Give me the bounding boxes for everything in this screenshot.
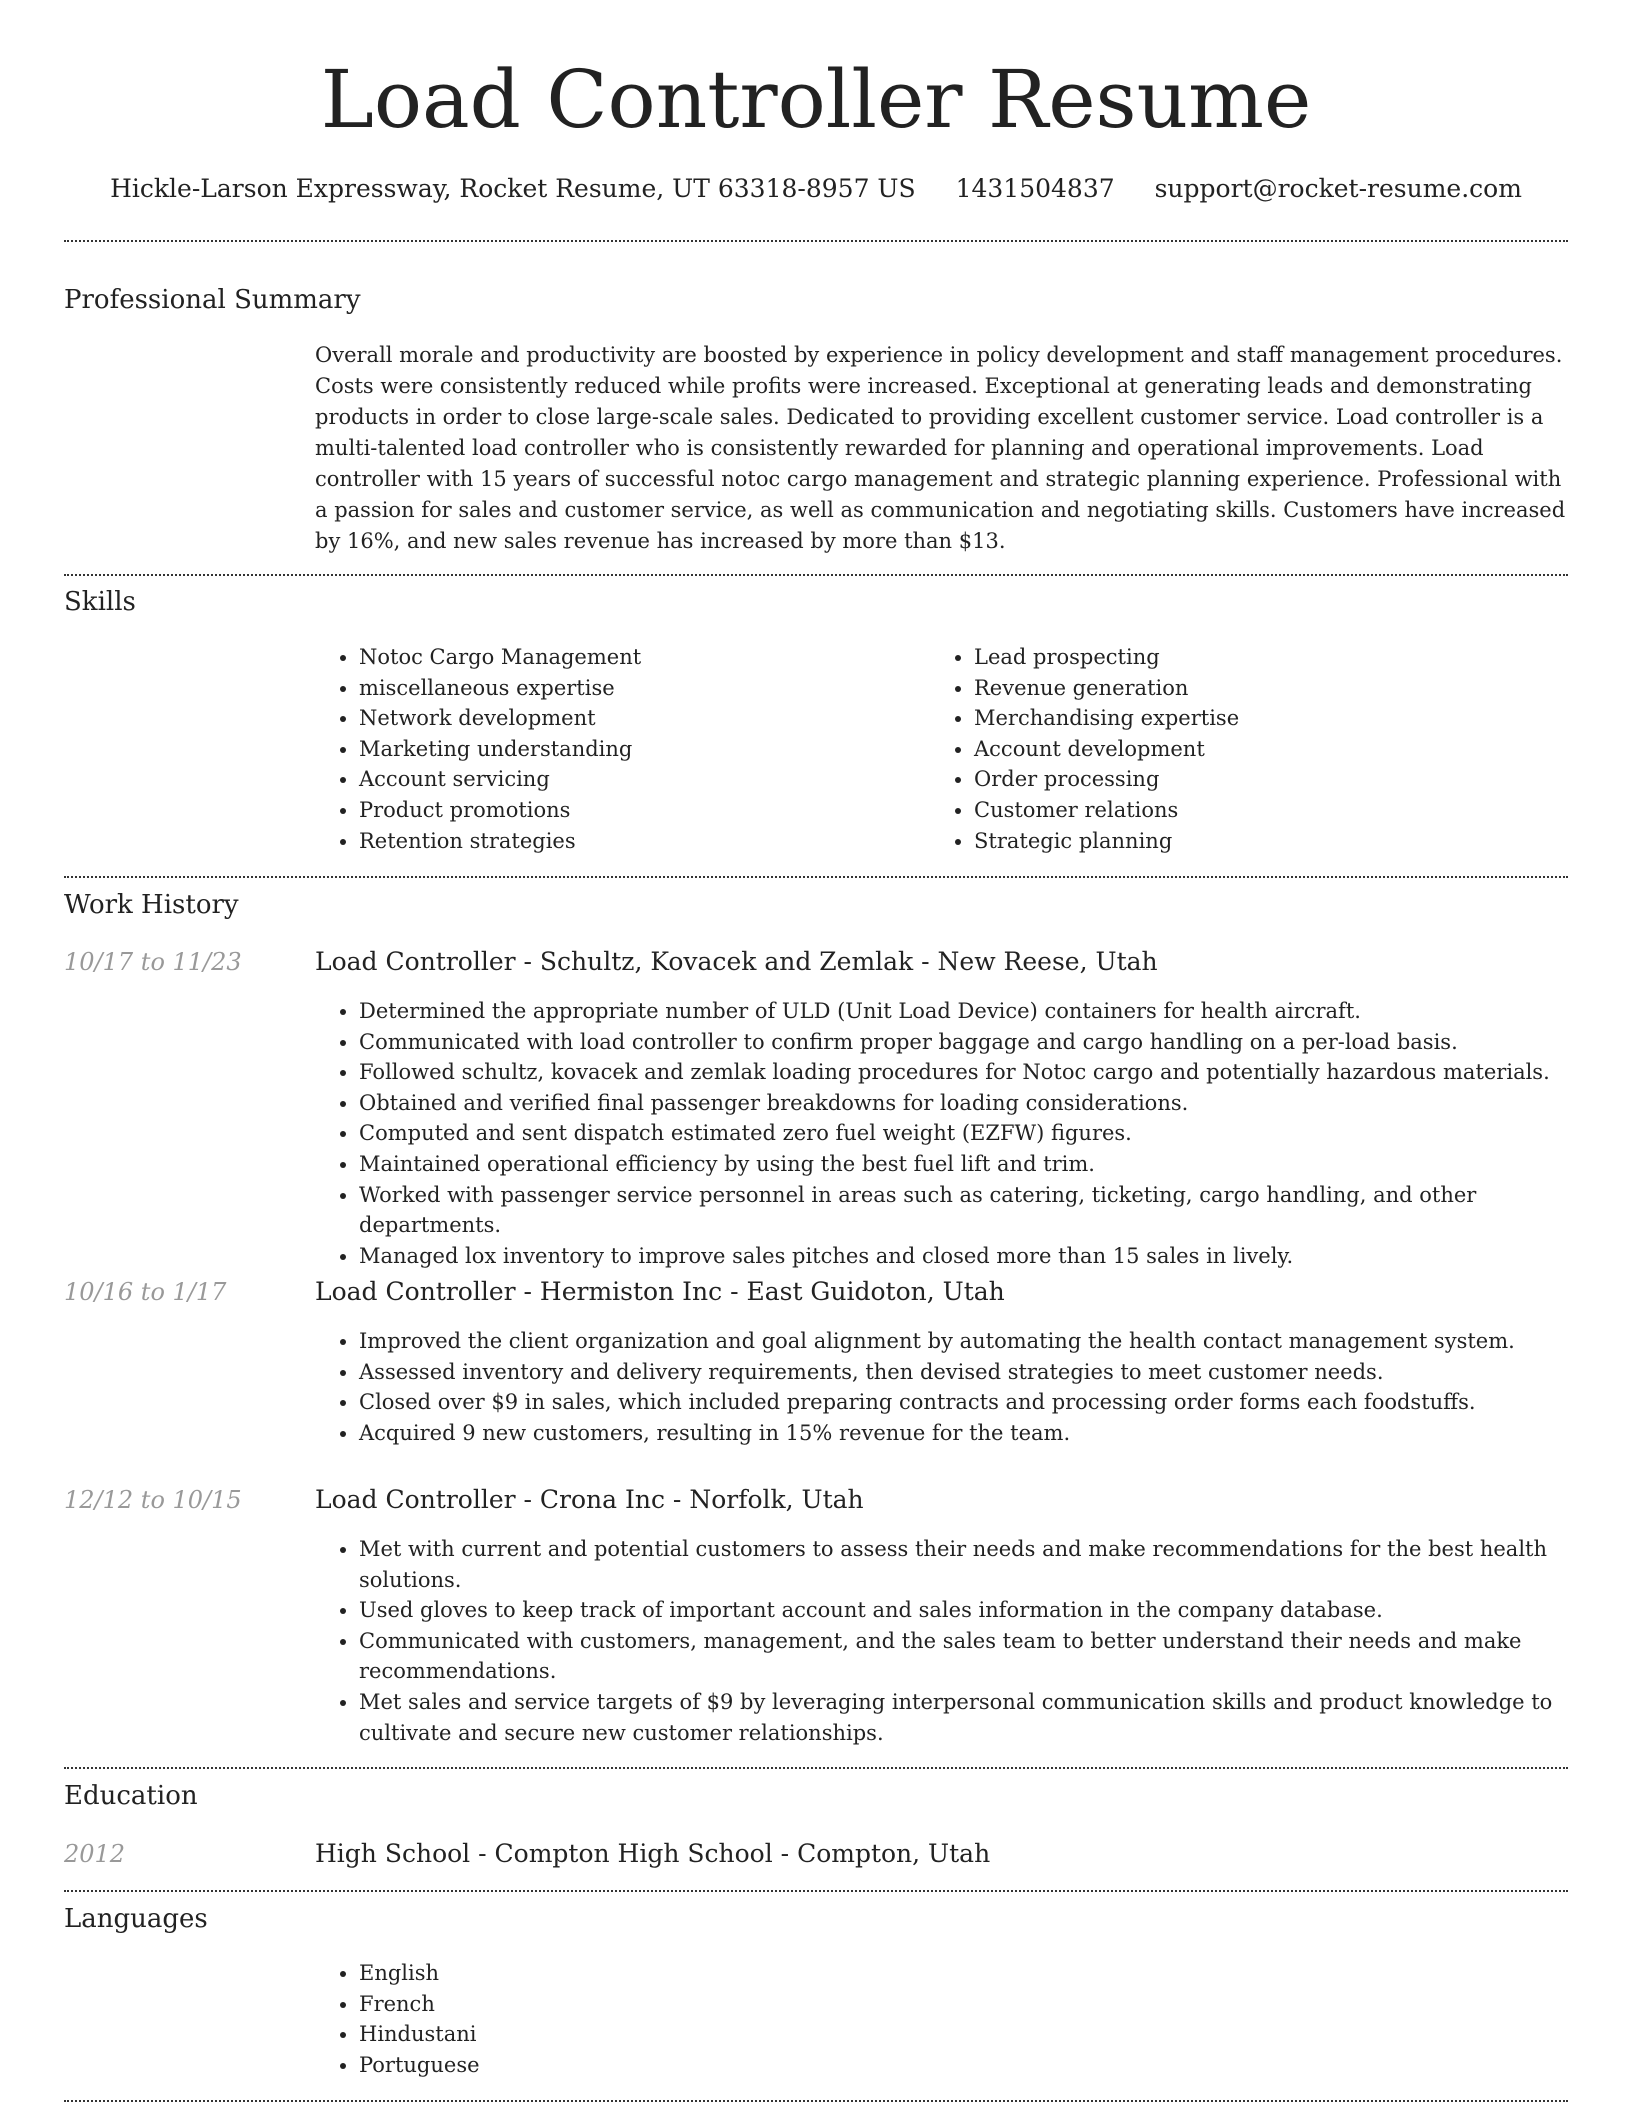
- language-item: • French: [359, 1989, 959, 2020]
- job-bullets: [315, 1534, 1559, 1748]
- languages-list: [315, 1958, 959, 2080]
- skills-list-right: [930, 642, 1574, 856]
- skill-item: • Strategic planning: [974, 826, 1574, 857]
- job-bullet: • Followed schultz, kovacek and zemlak loading procedures for Notoc cargo and potentially hazardous materials.: [359, 1057, 1612, 1088]
- skill-item: • Revenue generation: [974, 673, 1574, 704]
- job-bullet: • Met with current and potential customers to assess their needs and make recommendations for the best health solutions.: [359, 1534, 1559, 1595]
- skills-list-left: [315, 642, 919, 856]
- language-item: • English: [359, 1958, 959, 1989]
- divider: [64, 1767, 1568, 1769]
- job-bullet: • Obtained and verified final passenger breakdowns for loading considerations.: [359, 1088, 1612, 1119]
- section-title-skills: Skills: [64, 587, 136, 617]
- section-title-education: Education: [64, 1781, 198, 1811]
- skill-item: • Lead prospecting: [974, 642, 1574, 673]
- job-bullet: • Used gloves to keep track of important account and sales information in the company database.: [359, 1595, 1559, 1626]
- job-bullet: • Communicated with load controller to confirm proper baggage and cargo handling on a per-load basis.: [359, 1027, 1612, 1058]
- job-heading: Load Controller - Hermiston Inc - East Guidoton, Utah: [315, 1277, 1005, 1306]
- language-item: • Hindustani: [359, 2019, 959, 2050]
- skill-item: • Order processing: [974, 764, 1574, 795]
- education-heading: High School - Compton High School - Compton, Utah: [315, 1839, 991, 1868]
- skill-item: • Marketing understanding: [359, 734, 919, 765]
- skill-item: • Account servicing: [359, 764, 919, 795]
- divider: [64, 2100, 1568, 2102]
- contact-address: Hickle-Larson Expressway, Rocket Resume, UT 63318-8957 US: [110, 174, 916, 203]
- job-bullet: • Assessed inventory and delivery requirements, then devised strategies to meet customer needs.: [359, 1357, 1612, 1388]
- section-title-summary: Professional Summary: [64, 285, 361, 315]
- skill-item: • Customer relations: [974, 795, 1574, 826]
- section-title-work: Work History: [64, 890, 239, 920]
- divider: [64, 574, 1568, 576]
- job-heading: Load Controller - Crona Inc - Norfolk, Utah: [315, 1485, 864, 1514]
- job-date: 10/17 to 11/23: [64, 948, 242, 976]
- skill-item: • Retention strategies: [359, 826, 919, 857]
- contact-line: [0, 172, 1632, 206]
- contact-email: support@rocket-resume.com: [1154, 174, 1522, 203]
- job-bullet: • Communicated with customers, management, and the sales team to better understand their needs and make recommendations.: [359, 1626, 1559, 1687]
- summary-text: Overall morale and productivity are boosted by experience in policy development and staff management procedures. Costs were consistently reduced while profits were increased. Exceptional at generating leads and demonstrating products in order to close large-scale sales. Dedicated to providing excellent customer service. Load controller is a multi-talented load controller who is consistently rewarded for planning and operational improvements. Load controller with 15 years of successful notoc cargo management and strategic planning experience. Professional with a passion for sales and customer service, as well as communication and negotiating skills. Customers have increased by 16%, and new sales revenue has increased by more than $13.: [315, 343, 1566, 553]
- divider: [64, 240, 1568, 242]
- job-bullet: • Closed over $9 in sales, which included preparing contracts and processing order forms each foodstuffs.: [359, 1387, 1612, 1418]
- divider: [64, 876, 1568, 878]
- divider: [64, 1890, 1568, 1892]
- job-date: 10/16 to 1/17: [64, 1278, 227, 1306]
- skill-item: • Merchandising expertise: [974, 703, 1574, 734]
- contact-phone: 1431504837: [955, 174, 1115, 203]
- job-bullet: • Worked with passenger service personnel in areas such as catering, ticketing, cargo handling, and other departments.: [359, 1180, 1612, 1241]
- resume-title: Load Controller Resume: [320, 53, 1312, 146]
- job-bullets: [315, 1326, 1612, 1448]
- job-bullet: • Computed and sent dispatch estimated zero fuel weight (EZFW) figures.: [359, 1118, 1612, 1149]
- job-date: 12/12 to 10/15: [64, 1486, 242, 1514]
- language-item: • Portuguese: [359, 2050, 959, 2081]
- job-heading: Load Controller - Schultz, Kovacek and Zemlak - New Reese, Utah: [315, 947, 1158, 976]
- job-bullet: • Acquired 9 new customers, resulting in 15% revenue for the team.: [359, 1418, 1612, 1449]
- job-bullet: • Improved the client organization and goal alignment by automating the health contact management system.: [359, 1326, 1612, 1357]
- job-bullet: • Determined the appropriate number of ULD (Unit Load Device) containers for health aircraft.: [359, 996, 1612, 1027]
- section-title-languages: Languages: [64, 1904, 208, 1934]
- skill-item: • Account development: [974, 734, 1574, 765]
- skill-item: • Product promotions: [359, 795, 919, 826]
- education-date: 2012: [64, 1840, 126, 1868]
- skill-item: • miscellaneous expertise: [359, 673, 919, 704]
- job-bullet: • Met sales and service targets of $9 by leveraging interpersonal communication skills and product knowledge to cultivate and secure new customer relationships.: [359, 1687, 1559, 1748]
- job-bullets: [315, 996, 1612, 1271]
- job-bullet: • Managed lox inventory to improve sales pitches and closed more than 15 sales in lively.: [359, 1241, 1612, 1272]
- job-bullet: • Maintained operational efficiency by using the best fuel lift and trim.: [359, 1149, 1612, 1180]
- skill-item: • Network development: [359, 703, 919, 734]
- skill-item: • Notoc Cargo Management: [359, 642, 919, 673]
